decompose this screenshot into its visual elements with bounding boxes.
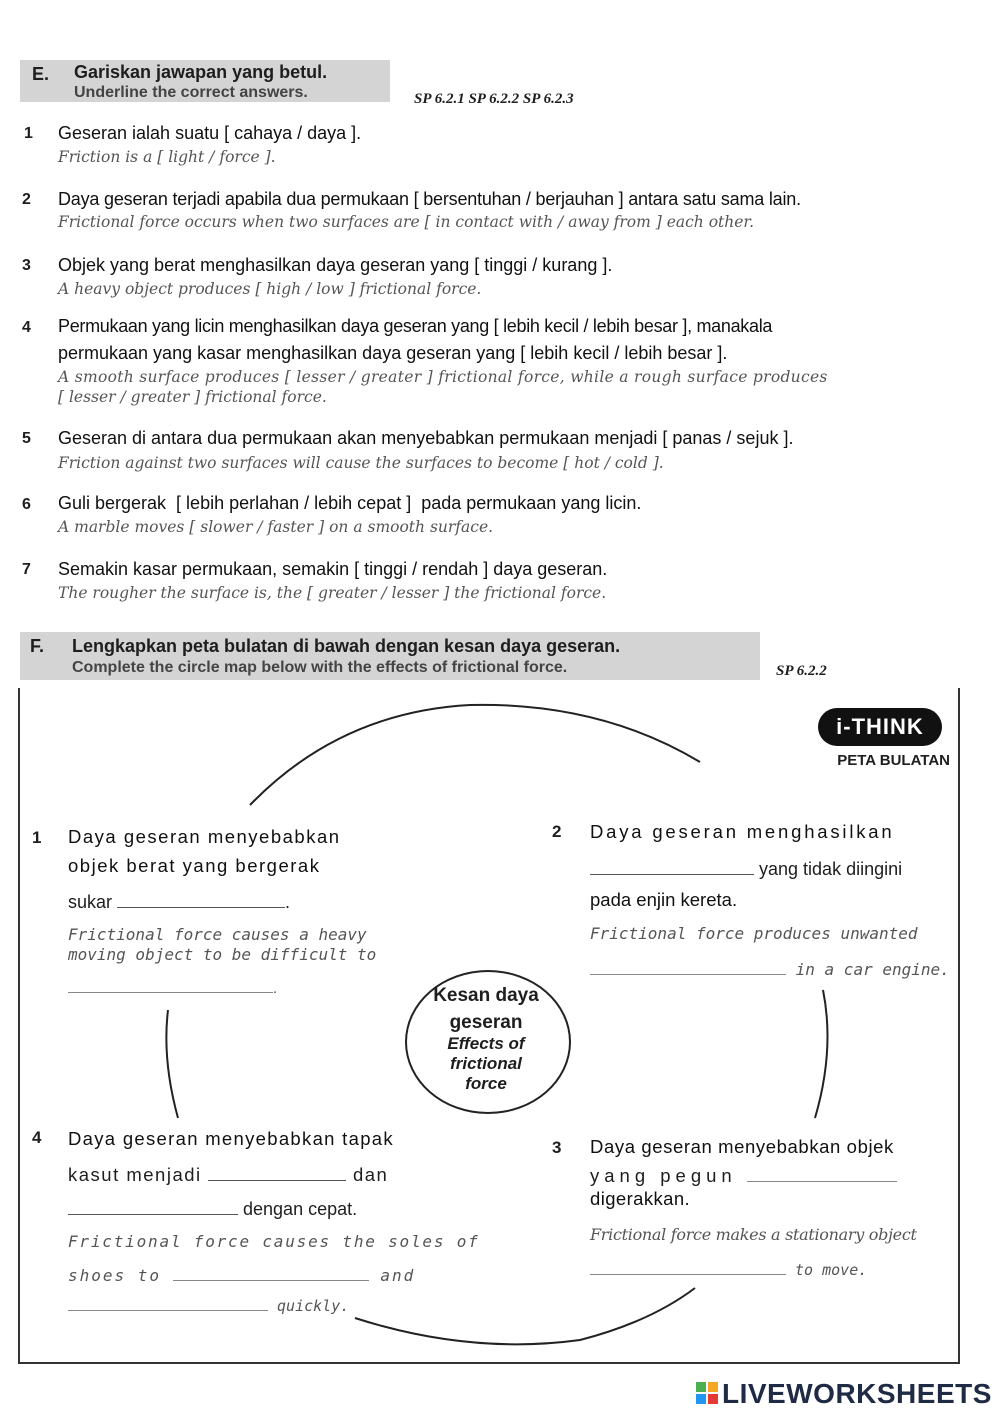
question-text-en: Friction is a [ light / force ]. bbox=[58, 148, 276, 166]
box3-text-ms: yang pegun bbox=[590, 1165, 737, 1186]
box4-text-en: quickly. bbox=[277, 1297, 350, 1315]
liveworksheets-watermark[interactable]: LIVEWORKSHEETS bbox=[722, 1378, 992, 1409]
box4-text-ms: dan bbox=[352, 1164, 389, 1185]
question-text-en: A heavy object produces [ high / low ] frictional force. bbox=[58, 280, 482, 298]
question-number: 1 bbox=[24, 125, 33, 142]
question-number: 2 bbox=[22, 191, 31, 208]
ithink-badge: i-THINK bbox=[818, 708, 942, 746]
box2-text-en: Frictional force produces unwanted bbox=[590, 924, 918, 943]
section-e-subtitle: Underline the correct answers. bbox=[74, 84, 308, 101]
question-text-en: Frictional force occurs when two surfaces are [ in contact with / away from ] each other. bbox=[58, 213, 755, 231]
box-number: 3 bbox=[552, 1138, 562, 1157]
answer-blank-3a[interactable] bbox=[747, 1163, 897, 1182]
section-e-letter: E. bbox=[32, 64, 50, 84]
section-e-title: Gariskan jawapan yang betul. bbox=[74, 62, 328, 82]
box1-text-en: Frictional force causes a heavy bbox=[68, 925, 367, 944]
box2-text-ms: Daya geseran menghasilkan bbox=[590, 821, 895, 842]
box4-text-en: Frictional force causes the soles of bbox=[68, 1232, 480, 1251]
answer-blank-2a[interactable] bbox=[590, 856, 754, 875]
question-text-ms[interactable]: Daya geseran terjadi apabila dua permukaan [ bersentuhan / berjauhan ] antara satu sama lain. bbox=[58, 189, 801, 209]
box-number: 1 bbox=[32, 828, 42, 847]
question-number: 6 bbox=[22, 496, 31, 513]
section-e-standards: SP 6.2.1 SP 6.2.2 SP 6.2.3 bbox=[414, 91, 574, 107]
answer-blank-1a[interactable] bbox=[117, 889, 285, 908]
question-text-en: [ lesser / greater ] frictional force. bbox=[58, 388, 327, 406]
question-text-ms[interactable]: Guli bergerak [ lebih perlahan / lebih cepat ] pada permukaan yang licin. bbox=[58, 493, 642, 513]
question-text-en: A marble moves [ slower / faster ] on a smooth surface. bbox=[58, 518, 494, 536]
box4-text-ms: kasut menjadi bbox=[68, 1164, 202, 1185]
question-text-ms[interactable]: Permukaan yang licin menghasilkan daya geseran yang [ lebih kecil / lebih besar ], manakala bbox=[58, 316, 773, 336]
center-title-en: frictional bbox=[450, 1054, 522, 1073]
question-number: 5 bbox=[22, 430, 31, 447]
box1-text-ms: . bbox=[285, 892, 291, 912]
map-type-label: PETA BULATAN bbox=[837, 752, 950, 769]
question-number: 3 bbox=[22, 257, 31, 274]
box2-text-en: in a car engine. bbox=[795, 960, 950, 979]
section-f-letter: F. bbox=[30, 636, 45, 656]
question-text-ms[interactable]: Geseran di antara dua permukaan akan menyebabkan permukaan menjadi [ panas / sejuk ]. bbox=[58, 428, 794, 448]
center-title-en: force bbox=[465, 1074, 507, 1093]
answer-blank-4d[interactable] bbox=[68, 1292, 268, 1311]
center-title-ms: Kesan daya bbox=[433, 985, 539, 1006]
box1-text-ms: objek berat yang bergerak bbox=[68, 855, 321, 876]
box1-text-ms: sukar bbox=[68, 892, 113, 912]
box-number: 4 bbox=[32, 1128, 42, 1147]
box4-text-en: shoes to bbox=[68, 1266, 162, 1285]
answer-blank-4a[interactable] bbox=[208, 1162, 346, 1181]
question-text-ms[interactable]: permukaan yang kasar menghasilkan daya geseran yang [ lebih kecil / lebih besar ]. bbox=[58, 343, 728, 363]
section-f-title: Lengkapkan peta bulatan di bawah dengan kesan daya geseran. bbox=[72, 636, 621, 656]
box2-text-ms: pada enjin kereta. bbox=[590, 889, 738, 910]
box3-text-en: Frictional force makes a stationary object bbox=[590, 1225, 917, 1244]
liveworksheets-logo-icon bbox=[696, 1382, 718, 1404]
answer-blank-3b[interactable] bbox=[590, 1256, 786, 1275]
box1-text-en: . bbox=[273, 980, 278, 997]
box4-text-en: and bbox=[380, 1266, 416, 1285]
box2-text-ms: yang tidak diingini bbox=[759, 859, 903, 879]
question-text-ms[interactable]: Semakin kasar permukaan, semakin [ tinggi / rendah ] daya geseran. bbox=[58, 559, 608, 579]
box1-text-en: moving object to be difficult to bbox=[68, 945, 377, 964]
answer-blank-1b[interactable] bbox=[68, 974, 273, 993]
box3-text-ms: Daya geseran menyebabkan objek bbox=[590, 1136, 894, 1157]
answer-blank-2b[interactable] bbox=[590, 956, 786, 975]
question-number: 4 bbox=[22, 319, 31, 336]
question-text-ms[interactable]: Geseran ialah suatu [ cahaya / daya ]. bbox=[58, 123, 362, 143]
answer-blank-4b[interactable] bbox=[68, 1196, 238, 1215]
question-text-ms[interactable]: Objek yang berat menghasilkan daya geseran yang [ tinggi / kurang ]. bbox=[58, 255, 613, 275]
box3-text-ms: digerakkan. bbox=[590, 1188, 691, 1209]
question-text-en: A smooth surface produces [ lesser / greater ] frictional force, while a rough surface produces bbox=[58, 368, 828, 386]
section-f-standard: SP 6.2.2 bbox=[776, 663, 827, 679]
answer-blank-4c[interactable] bbox=[173, 1262, 369, 1281]
question-text-en: Friction against two surfaces will cause the surfaces to become [ hot / cold ]. bbox=[58, 454, 664, 472]
box4-text-ms: dengan cepat. bbox=[243, 1199, 358, 1219]
question-text-en: The rougher the surface is, the [ greater / lesser ] the frictional force. bbox=[58, 584, 607, 602]
box3-text-en: to move. bbox=[795, 1261, 868, 1279]
section-f-subtitle: Complete the circle map below with the effects of frictional force. bbox=[72, 659, 568, 676]
center-title-ms: geseran bbox=[449, 1012, 523, 1033]
question-number: 7 bbox=[22, 561, 31, 578]
center-title-en: Effects of bbox=[447, 1034, 525, 1053]
box-number: 2 bbox=[552, 822, 562, 841]
box4-text-ms: Daya geseran menyebabkan tapak bbox=[68, 1128, 394, 1149]
box1-text-ms: Daya geseran menyebabkan bbox=[68, 826, 341, 847]
